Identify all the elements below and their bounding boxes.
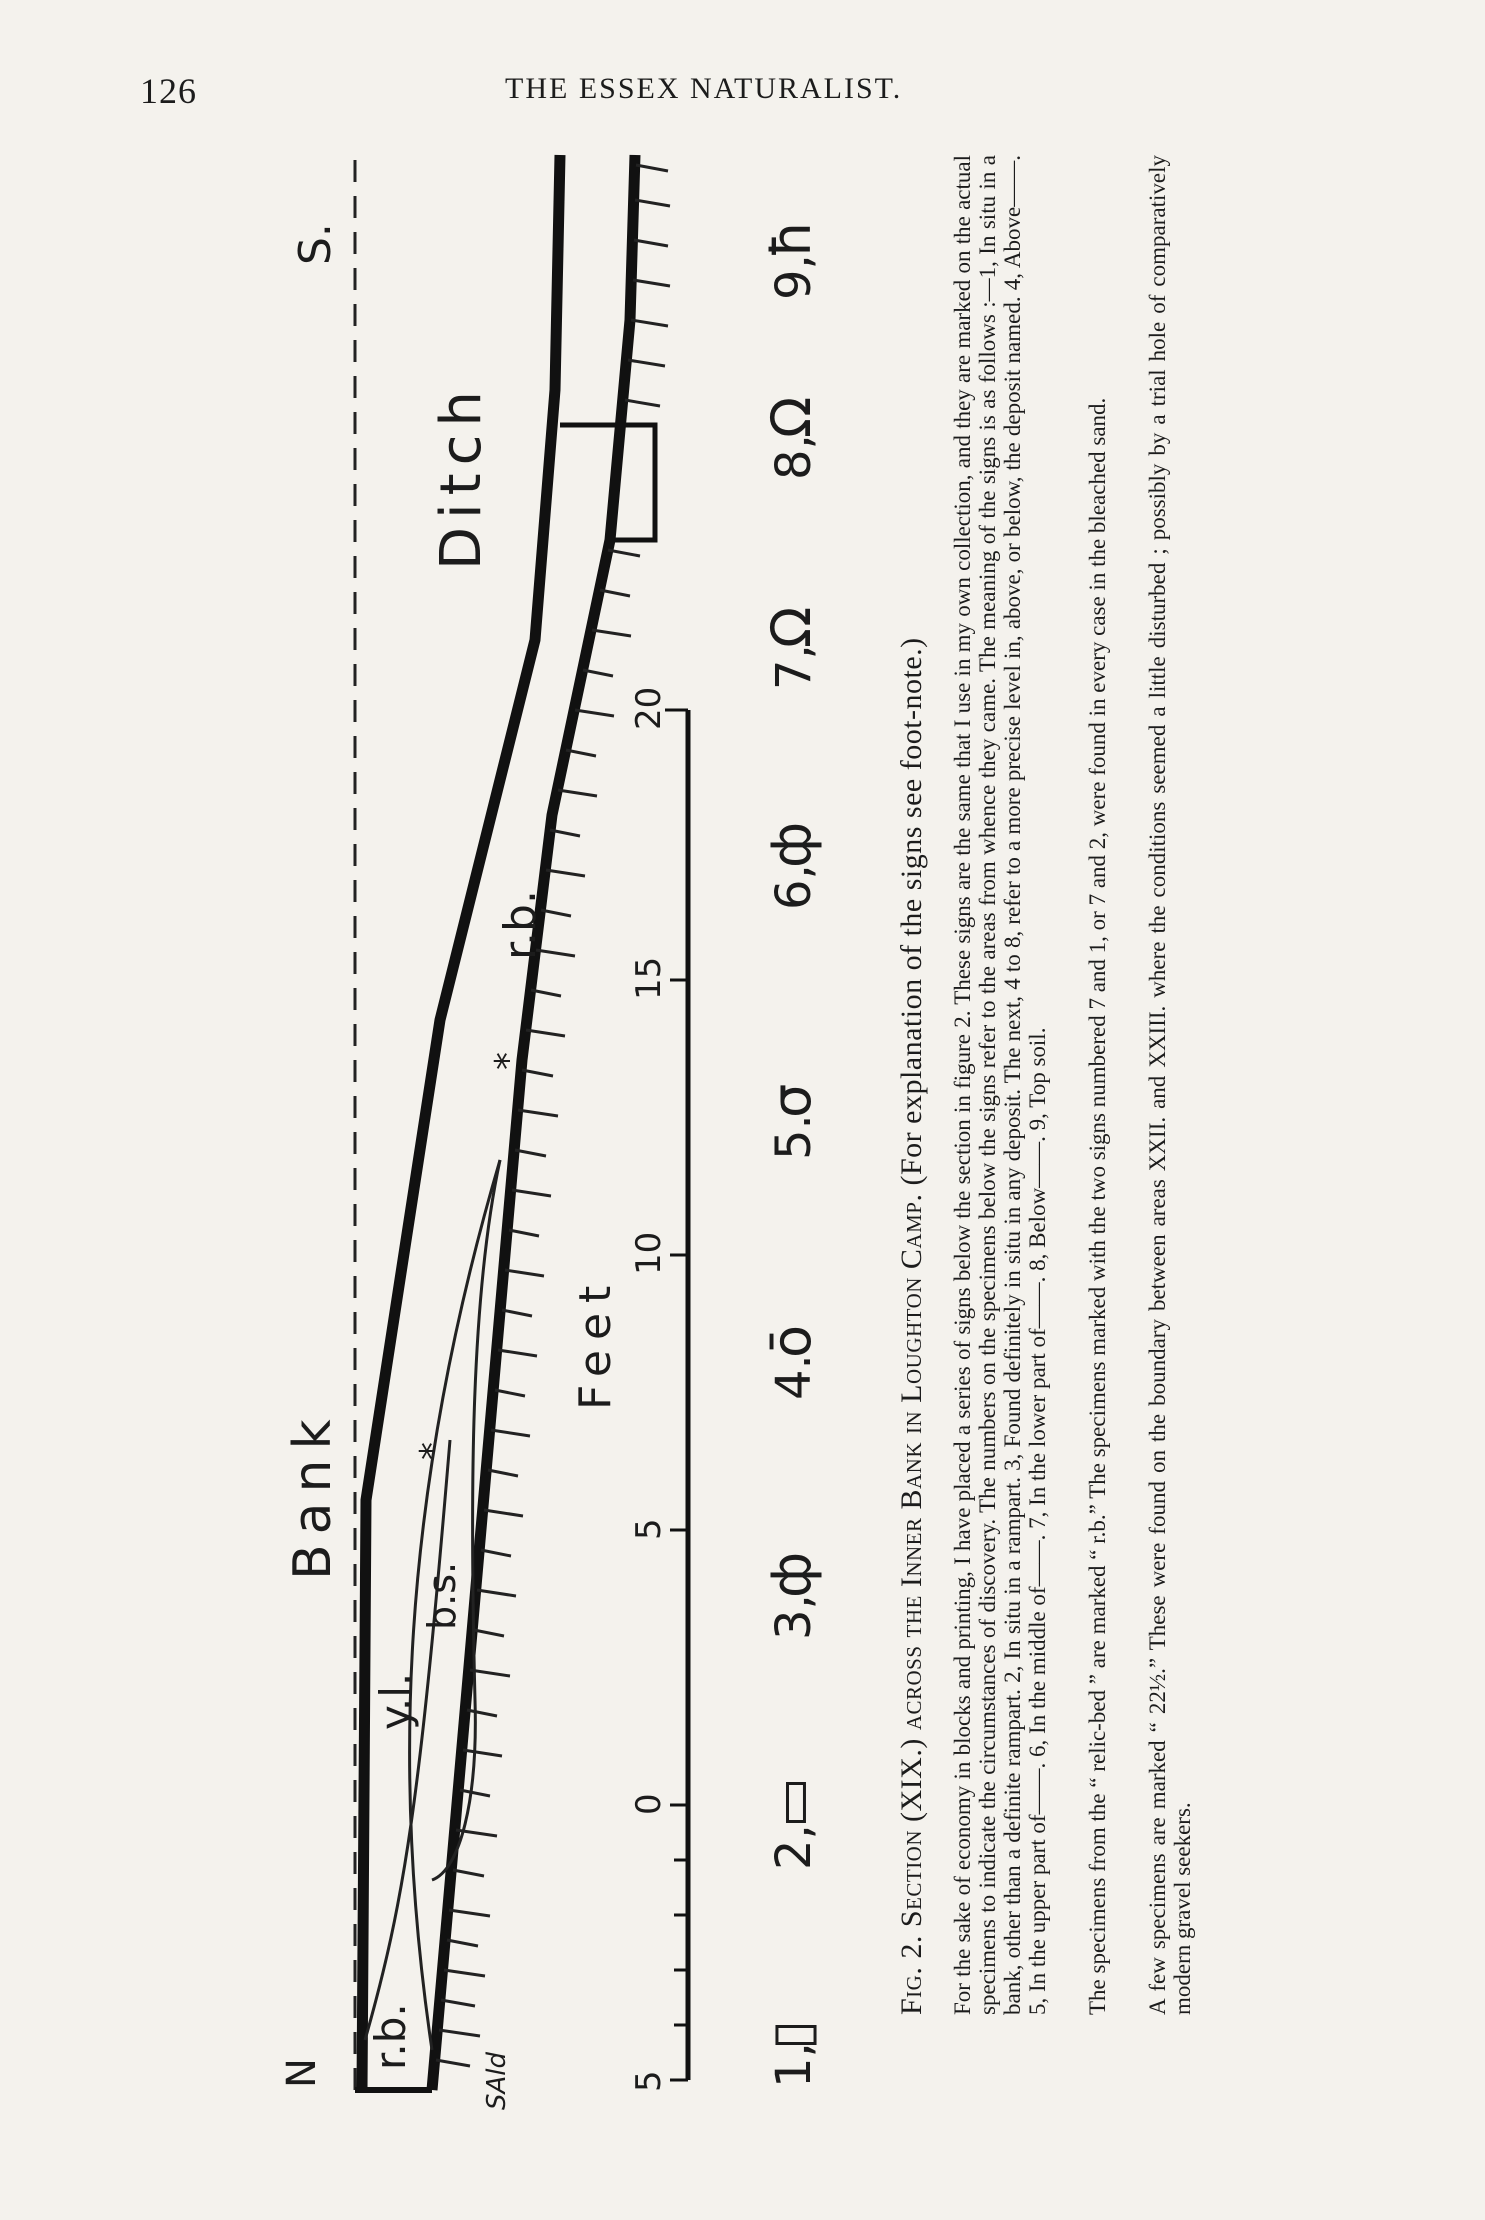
south-label: S.: [290, 223, 341, 265]
footnote-paragraph-3: A few specimens are marked “ 22½.” These were found on the boundary between areas XXII. and XXIII. where the conditions seemed a little disturbed ; possibly by a trial hole of comparatively modern gravel seekers.: [1145, 155, 1195, 2015]
scale-tick-0: 0: [629, 1793, 669, 1815]
legend-number: 7,: [766, 644, 822, 690]
rb-left-label: r.b.: [366, 2003, 415, 2070]
scale-tick-10: 10: [629, 1231, 669, 1275]
legend-number: 4.: [766, 1354, 822, 1400]
legend-number: 2,: [766, 1824, 822, 1870]
asterisk-left: *: [413, 1442, 454, 1460]
legend-number: 6,: [766, 864, 822, 910]
rotated-page-content: [0, 140, 1200, 2200]
legend-number: 5.: [766, 1114, 822, 1160]
page-number: 126: [140, 71, 197, 111]
legend-number: 8,: [766, 434, 822, 480]
legend-number: 3,: [766, 1594, 822, 1640]
figure-caption: [895, 155, 929, 2015]
scale-tick-5: 5: [629, 1518, 669, 1540]
legend-glyph: ▭: [760, 1776, 823, 1828]
yl-label: y.l.: [371, 1672, 420, 1730]
scale-tick-5-left: 5: [629, 2070, 669, 2092]
soil-mark-label: SAld: [482, 2051, 512, 2110]
bank-label: Bank: [283, 1409, 343, 1580]
bs-label: b.s.: [420, 1561, 464, 1630]
legend-glyph: ф: [760, 1551, 823, 1598]
strata-curve-cross: [365, 1440, 450, 2040]
running-title: THE ESSEX NATURALIST.: [505, 72, 903, 105]
feet-label: Feet: [570, 1275, 621, 1410]
scale-tick-15: 15: [629, 956, 669, 1000]
legend-number: 9,: [766, 254, 822, 300]
asterisk-right: *: [488, 1052, 529, 1070]
scale-tick-20: 20: [629, 686, 669, 730]
north-label: N: [279, 2058, 325, 2088]
legend-glyph: ō: [760, 1324, 823, 1358]
caption-note: (For explanation of the signs see foot-note.): [895, 637, 928, 1186]
rb-right-label: r.b.: [495, 890, 546, 960]
sign-legend: [760, 220, 823, 2088]
legend-glyph: Ω: [760, 606, 823, 648]
legend-glyph: σ: [760, 1083, 823, 1118]
caption-prefix: Fig. 2.: [895, 1935, 928, 2015]
footnote-paragraph-1: For the sake of economy in blocks and printing, I have placed a series of signs below the section in figure 2. These signs are the same that I use in my own collection, and they are marked on the actual specimens to indicate the circumstances of discovery. The numbers on the specimens below the signs refer to the areas from whence they came. The meaning of the signs is as follows :—1, In situ in a bank, other than a definite rampart. 2, In situ in a rampart. 3, Found definitely in situ in any deposit. The next, 4 to 8, refer to a more precise level in, above, or below, the deposit named. 4, Above——. 5, In the upper part of——. 6, In the middle of——. 7, In the lower part of——. 8, Below——. 9, Top soil.: [950, 155, 1050, 2015]
section-drawing: [0, 140, 880, 2200]
legend-glyph: ф: [760, 821, 823, 868]
legend-glyph: ħ: [760, 220, 823, 258]
legend-glyph: Ω: [760, 396, 823, 438]
legend-number: 1,: [766, 2042, 822, 2088]
scale-minor-ticks: [665, 710, 688, 2080]
footnote-paragraph-2: The specimens from the “ relic-bed ” are marked “ r.b.” The specimens marked with the two signs numbered 7 and 1, or 7 and 2, were found in every case in the bleached sand.: [1085, 397, 1110, 2015]
ditch-label: Ditch: [429, 383, 494, 570]
caption-title: Section (XIX.) across the Inner Bank in Loughton Camp.: [895, 1193, 928, 1928]
legend-glyph: ▯: [760, 2020, 823, 2050]
